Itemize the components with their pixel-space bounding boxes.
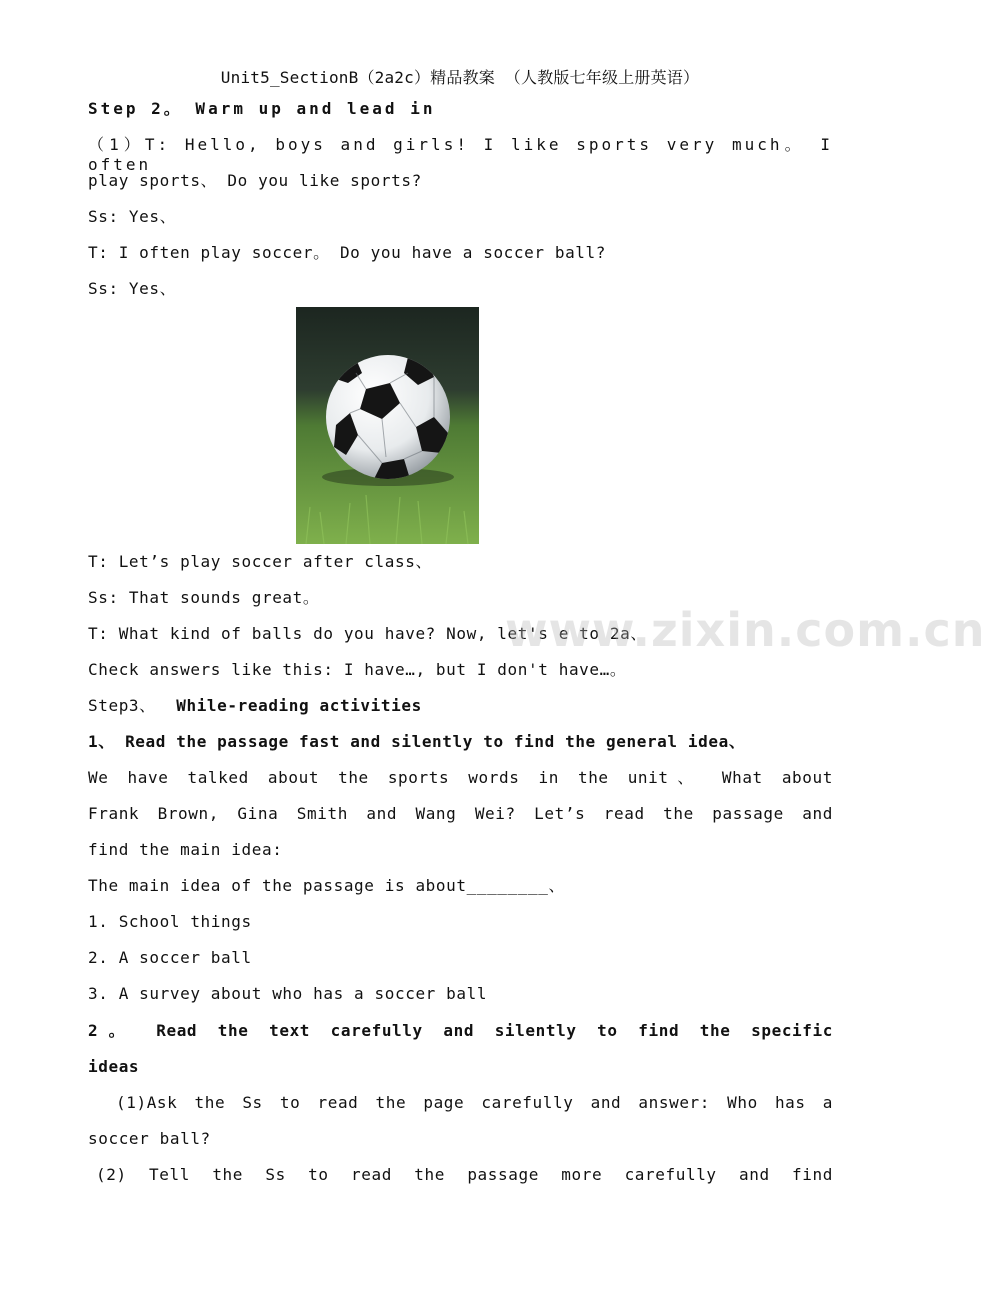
text-line-9: Check answers like this: I have…, but I don't have…。: [88, 660, 627, 679]
option-2: 2. A soccer ball: [88, 948, 252, 967]
document-title: Unit5_SectionB（2a2c）精品教案 （人教版七年级上册英语）: [220, 68, 700, 87]
while-reading-title: While-reading activities: [176, 696, 422, 715]
text-line-2: play sports、 Do you like sports?: [88, 171, 422, 190]
text-line-16: (2) Tell the Ss to read the passage more carefully and find: [96, 1165, 833, 1184]
text-line-13: The main idea of the passage is about________、: [88, 876, 566, 895]
soccer-ball-photo: [296, 307, 479, 544]
text-line-6: T: Let’s play soccer after class、: [88, 552, 433, 571]
text-line-3: Ss: Yes、: [88, 207, 177, 226]
step3-label: Step3、: [88, 696, 156, 715]
text-line-14: (1)Ask the Ss to read the page carefully and answer: Who has a: [116, 1093, 833, 1112]
task-2-heading: 2。 Read the text carefully and silently to find the specific: [88, 1021, 833, 1040]
option-1: 1. School things: [88, 912, 252, 931]
task-1-text: Read the passage fast and silently to find the general idea、: [125, 732, 746, 751]
text-line-8: T: What kind of balls do you have? Now, let's e to 2a、: [88, 624, 647, 643]
option-3: 3. A survey about who has a soccer ball: [88, 984, 488, 1003]
text-line-12: find the main idea:: [88, 840, 283, 859]
text-line-10: We have talked about the sports words in the unit、 What about: [88, 768, 833, 787]
text-line-5: Ss: Yes、: [88, 279, 177, 298]
watermark: www.zixin.com.cn: [505, 603, 986, 657]
text-line-7: Ss: That sounds great。: [88, 588, 320, 607]
task-2-heading-cont: ideas: [88, 1057, 140, 1076]
task-1-heading: [88, 732, 833, 752]
task-1-number: 1、: [88, 732, 115, 751]
text-line-4: T: I often play soccer。 Do you have a soccer ball?: [88, 243, 607, 262]
soccer-ball-icon: [296, 307, 479, 544]
heading-step3: [88, 696, 833, 716]
text-line-11: Frank Brown, Gina Smith and Wang Wei? Let’s read the passage and: [88, 804, 833, 823]
text-line-1: （1）T: Hello, boys and girls! I like sports very much。 I often: [88, 135, 833, 174]
text-line-15: soccer ball?: [88, 1129, 211, 1148]
heading-step2: Step 2。 Warm up and lead in: [88, 99, 436, 118]
